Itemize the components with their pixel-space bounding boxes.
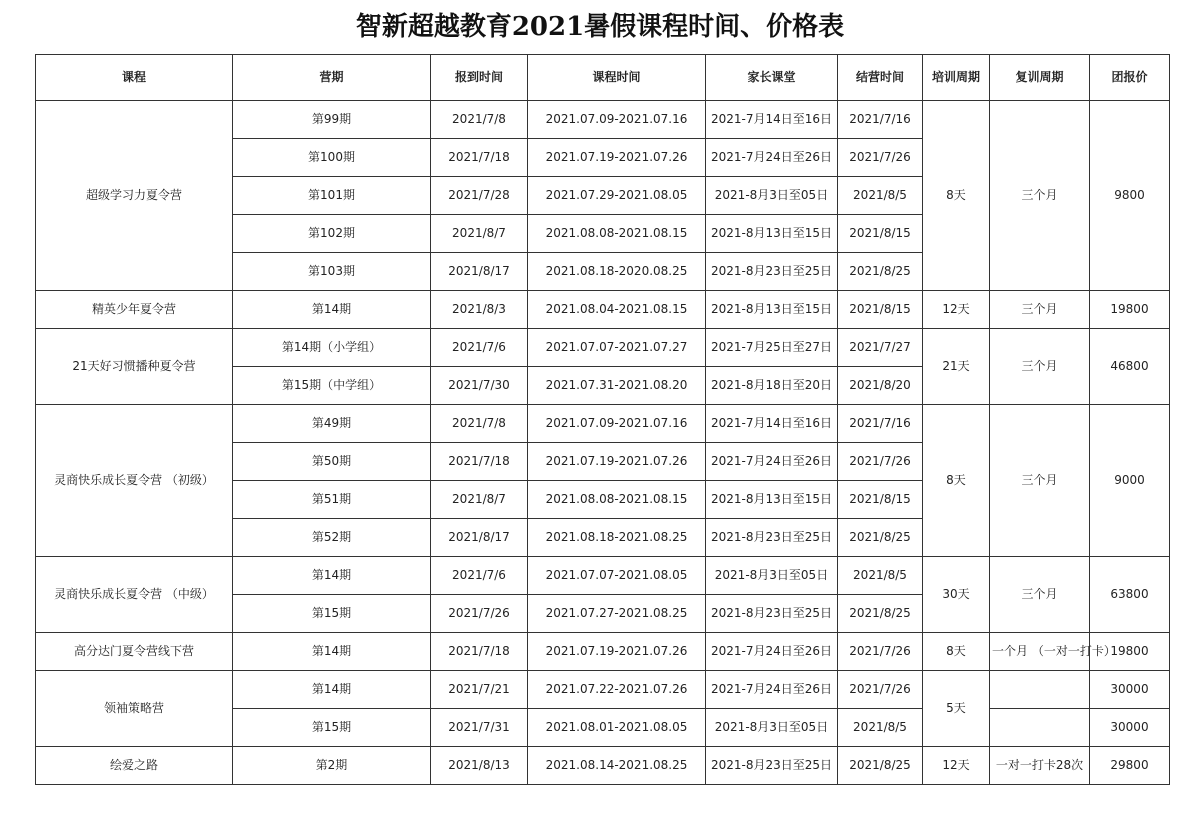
checkin-date-cell: 2021/8/7 [431, 215, 528, 253]
course-period-cell: 2021.08.04-2021.08.15 [528, 291, 706, 329]
session-cell: 第100期 [233, 139, 431, 177]
session-cell: 第103期 [233, 253, 431, 291]
parent-class-cell: 2021-8月3日至05日 [706, 177, 838, 215]
session-cell: 第50期 [233, 443, 431, 481]
retrain-cycle-cell: 三个月 [990, 101, 1090, 291]
checkin-date-cell: 2021/7/21 [431, 671, 528, 709]
course-name-cell: 21天好习惯播种夏令营 [36, 329, 233, 405]
schedule-body [36, 101, 1170, 785]
header-retrain: 复训周期 [990, 55, 1090, 101]
group-price-cell: 30000 [1090, 671, 1170, 709]
end-date-cell: 2021/8/25 [838, 595, 923, 633]
training-cycle-cell: 12天 [923, 747, 990, 785]
table-row [36, 101, 1170, 139]
course-name-cell: 超级学习力夏令营 [36, 101, 233, 291]
parent-class-cell: 2021-8月18日至20日 [706, 367, 838, 405]
session-cell: 第14期（小学组） [233, 329, 431, 367]
table-row [36, 671, 1170, 709]
retrain-cycle-cell [990, 671, 1090, 709]
course-period-cell: 2021.08.18-2020.08.25 [528, 253, 706, 291]
course-period-cell: 2021.08.08-2021.08.15 [528, 215, 706, 253]
header-checkin: 报到时间 [431, 55, 528, 101]
group-price-cell: 29800 [1090, 747, 1170, 785]
session-cell: 第102期 [233, 215, 431, 253]
header-row [36, 55, 1170, 101]
end-date-cell: 2021/7/27 [838, 329, 923, 367]
parent-class-cell: 2021-8月13日至15日 [706, 215, 838, 253]
checkin-date-cell: 2021/7/6 [431, 557, 528, 595]
parent-class-cell: 2021-8月3日至05日 [706, 557, 838, 595]
checkin-date-cell: 2021/7/8 [431, 101, 528, 139]
end-date-cell: 2021/8/20 [838, 367, 923, 405]
header-course: 课程 [36, 55, 233, 101]
session-cell: 第15期（中学组） [233, 367, 431, 405]
checkin-date-cell: 2021/7/6 [431, 329, 528, 367]
checkin-date-cell: 2021/7/18 [431, 443, 528, 481]
end-date-cell: 2021/7/26 [838, 633, 923, 671]
course-period-cell: 2021.08.14-2021.08.25 [528, 747, 706, 785]
course-period-cell: 2021.07.31-2021.08.20 [528, 367, 706, 405]
course-name-cell: 精英少年夏令营 [36, 291, 233, 329]
training-cycle-cell: 8天 [923, 405, 990, 557]
session-cell: 第14期 [233, 291, 431, 329]
retrain-cycle-cell: 一对一打卡28次 [990, 747, 1090, 785]
course-period-cell: 2021.07.22-2021.07.26 [528, 671, 706, 709]
session-cell: 第14期 [233, 671, 431, 709]
checkin-date-cell: 2021/7/28 [431, 177, 528, 215]
parent-class-cell: 2021-8月23日至25日 [706, 519, 838, 557]
course-period-cell: 2021.07.19-2021.07.26 [528, 443, 706, 481]
parent-class-cell: 2021-8月13日至15日 [706, 291, 838, 329]
header-period: 课程时间 [528, 55, 706, 101]
checkin-date-cell: 2021/7/8 [431, 405, 528, 443]
schedule-table [35, 54, 1170, 785]
group-price-cell: 30000 [1090, 709, 1170, 747]
parent-class-cell: 2021-8月3日至05日 [706, 709, 838, 747]
retrain-cycle-cell: 三个月 [990, 405, 1090, 557]
table-row [36, 557, 1170, 595]
end-date-cell: 2021/8/25 [838, 747, 923, 785]
end-date-cell: 2021/8/25 [838, 253, 923, 291]
parent-class-cell: 2021-7月25日至27日 [706, 329, 838, 367]
checkin-date-cell: 2021/8/7 [431, 481, 528, 519]
end-date-cell: 2021/7/26 [838, 671, 923, 709]
end-date-cell: 2021/7/26 [838, 139, 923, 177]
end-date-cell: 2021/7/16 [838, 405, 923, 443]
retrain-cycle-cell: 一个月 （一对一打卡） [990, 633, 1090, 671]
course-name-cell: 领袖策略营 [36, 671, 233, 747]
end-date-cell: 2021/8/5 [838, 177, 923, 215]
training-cycle-cell: 5天 [923, 671, 990, 747]
course-period-cell: 2021.08.01-2021.08.05 [528, 709, 706, 747]
course-period-cell: 2021.08.08-2021.08.15 [528, 481, 706, 519]
parent-class-cell: 2021-8月23日至25日 [706, 595, 838, 633]
checkin-date-cell: 2021/7/30 [431, 367, 528, 405]
course-period-cell: 2021.07.29-2021.08.05 [528, 177, 706, 215]
parent-class-cell: 2021-8月13日至15日 [706, 481, 838, 519]
retrain-cycle-cell [990, 709, 1090, 747]
header-end: 结营时间 [838, 55, 923, 101]
training-cycle-cell: 21天 [923, 329, 990, 405]
group-price-cell: 9800 [1090, 101, 1170, 291]
course-period-cell: 2021.07.19-2021.07.26 [528, 139, 706, 177]
session-cell: 第101期 [233, 177, 431, 215]
session-cell: 第52期 [233, 519, 431, 557]
checkin-date-cell: 2021/7/18 [431, 633, 528, 671]
retrain-cycle-cell: 三个月 [990, 557, 1090, 633]
session-cell: 第99期 [233, 101, 431, 139]
course-period-cell: 2021.07.07-2021.08.05 [528, 557, 706, 595]
course-name-cell: 灵商快乐成长夏令营 （中级） [36, 557, 233, 633]
retrain-cycle-cell: 三个月 [990, 329, 1090, 405]
group-price-cell: 19800 [1090, 291, 1170, 329]
page-title: 智新超越教育2021暑假课程时间、价格表 [355, 12, 845, 42]
session-cell: 第51期 [233, 481, 431, 519]
training-cycle-cell: 8天 [923, 633, 990, 671]
session-cell: 第2期 [233, 747, 431, 785]
course-name-cell: 绘爱之路 [36, 747, 233, 785]
session-cell: 第15期 [233, 709, 431, 747]
course-period-cell: 2021.07.09-2021.07.16 [528, 405, 706, 443]
training-cycle-cell: 12天 [923, 291, 990, 329]
group-price-cell: 19800 [1090, 633, 1170, 671]
course-period-cell: 2021.07.19-2021.07.26 [528, 633, 706, 671]
course-period-cell: 2021.07.07-2021.07.27 [528, 329, 706, 367]
table-row [36, 405, 1170, 443]
parent-class-cell: 2021-7月14日至16日 [706, 405, 838, 443]
parent-class-cell: 2021-7月24日至26日 [706, 443, 838, 481]
parent-class-cell: 2021-7月24日至26日 [706, 671, 838, 709]
end-date-cell: 2021/8/15 [838, 481, 923, 519]
checkin-date-cell: 2021/8/17 [431, 519, 528, 557]
session-cell: 第14期 [233, 633, 431, 671]
group-price-cell: 63800 [1090, 557, 1170, 633]
end-date-cell: 2021/7/26 [838, 443, 923, 481]
header-parent-class: 家长课堂 [706, 55, 838, 101]
checkin-date-cell: 2021/7/18 [431, 139, 528, 177]
parent-class-cell: 2021-7月24日至26日 [706, 633, 838, 671]
end-date-cell: 2021/8/5 [838, 709, 923, 747]
parent-class-cell: 2021-7月24日至26日 [706, 139, 838, 177]
end-date-cell: 2021/8/15 [838, 291, 923, 329]
training-cycle-cell: 8天 [923, 101, 990, 291]
training-cycle-cell: 30天 [923, 557, 990, 633]
session-cell: 第15期 [233, 595, 431, 633]
course-name-cell: 高分达门夏令营线下营 [36, 633, 233, 671]
table-row [36, 329, 1170, 367]
group-price-cell: 9000 [1090, 405, 1170, 557]
end-date-cell: 2021/8/25 [838, 519, 923, 557]
group-price-cell: 46800 [1090, 329, 1170, 405]
parent-class-cell: 2021-7月14日至16日 [706, 101, 838, 139]
table-row [36, 291, 1170, 329]
end-date-cell: 2021/8/5 [838, 557, 923, 595]
table-row [36, 747, 1170, 785]
checkin-date-cell: 2021/8/3 [431, 291, 528, 329]
course-period-cell: 2021.08.18-2021.08.25 [528, 519, 706, 557]
checkin-date-cell: 2021/8/13 [431, 747, 528, 785]
parent-class-cell: 2021-8月23日至25日 [706, 747, 838, 785]
header-price: 团报价 [1090, 55, 1170, 101]
course-period-cell: 2021.07.09-2021.07.16 [528, 101, 706, 139]
checkin-date-cell: 2021/7/31 [431, 709, 528, 747]
parent-class-cell: 2021-8月23日至25日 [706, 253, 838, 291]
end-date-cell: 2021/7/16 [838, 101, 923, 139]
retrain-cycle-cell: 三个月 [990, 291, 1090, 329]
header-cycle: 培训周期 [923, 55, 990, 101]
end-date-cell: 2021/8/15 [838, 215, 923, 253]
session-cell: 第49期 [233, 405, 431, 443]
course-name-cell: 灵商快乐成长夏令营 （初级） [36, 405, 233, 557]
course-period-cell: 2021.07.27-2021.08.25 [528, 595, 706, 633]
session-cell: 第14期 [233, 557, 431, 595]
table-row [36, 633, 1170, 671]
checkin-date-cell: 2021/8/17 [431, 253, 528, 291]
header-session: 营期 [233, 55, 431, 101]
checkin-date-cell: 2021/7/26 [431, 595, 528, 633]
